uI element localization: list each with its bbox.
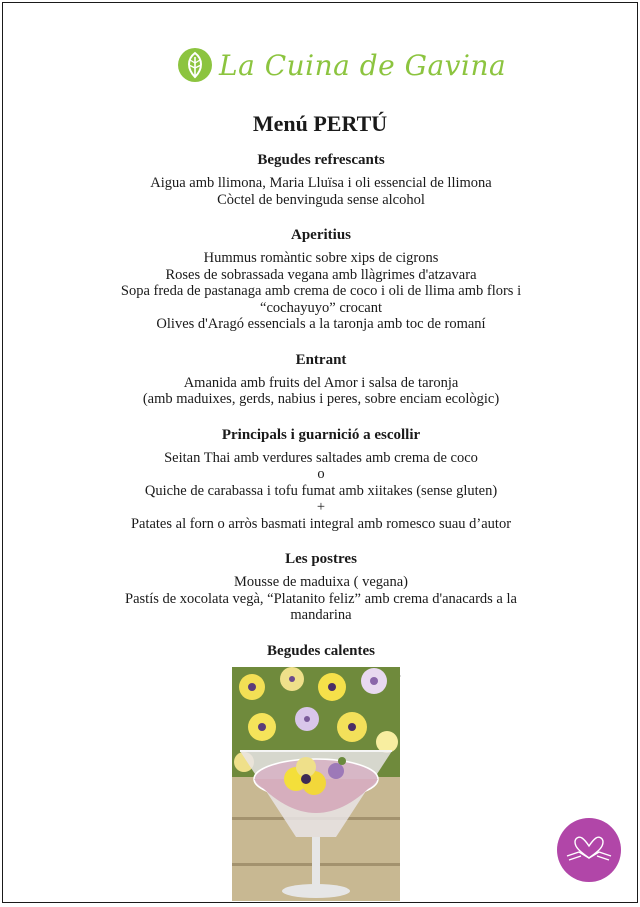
section-begudes-refrescants <box>83 151 559 208</box>
menu-line: mandarina <box>290 607 352 623</box>
header <box>3 47 637 87</box>
menu-line: Patates al forn o arròs basmati integral amb romesco suau d’autor <box>130 515 512 532</box>
menu-line: Olives d'Aragó essencials a la taronja amb toc de romaní <box>156 316 486 332</box>
menu-line: Hummus romàntic sobre xips de cigrons <box>203 250 439 266</box>
menu-title: Menú PERTÚ <box>252 111 388 136</box>
menu-line: Quiche de carabassa i tofu fumat amb xiitakes (sense gluten) <box>144 482 498 499</box>
leaf-logo-icon <box>177 47 213 83</box>
section-heading: Principals i guarnició a escollir <box>221 426 421 443</box>
menu-line: Sopa freda de pastanaga amb crema de coco i oli de llima amb flors i <box>120 283 522 299</box>
heart-hands-badge <box>557 818 621 882</box>
section-heading: Aperitius <box>291 227 351 243</box>
menu-line: Mousse de maduixa ( vegana) <box>234 574 408 590</box>
section-principals <box>83 426 559 533</box>
menu-line: “cochayuyo” crocant <box>260 299 382 316</box>
section-aperitius <box>83 226 559 333</box>
menu-line: Pastís de xocolata vegà, “Platanito feliz” amb crema d'anacards a la <box>125 590 517 607</box>
menu-line: Amanida amb fruits del Amor i salsa de taronja <box>183 374 459 391</box>
section-postres <box>83 550 559 624</box>
menu-line: o <box>317 466 325 482</box>
brand-name: La Cuina de Gavina <box>219 49 507 82</box>
menu-line: Roses de sobrassada vegana amb llàgrimes d'atzavara <box>165 266 477 283</box>
section-heading: Begudes refrescants <box>257 152 385 168</box>
dessert-photo <box>232 667 400 901</box>
section-heading: Begudes calentes <box>267 642 375 659</box>
menu-line: + <box>316 499 326 515</box>
menu-page <box>2 2 638 903</box>
menu-line: Seitan Thai amb verdures saltades amb crema de coco <box>164 449 478 466</box>
menu-sections <box>83 151 559 700</box>
heart-hands-icon <box>557 818 621 882</box>
menu-line: (amb maduixes, gerds, nabius i peres, sobre enciam ecològic) <box>142 391 500 407</box>
dessert-illustration <box>232 667 400 901</box>
menu-line: Còctel de benvinguda sense alcohol <box>217 191 425 208</box>
section-entrant <box>83 351 559 408</box>
section-heading: Les postres <box>285 551 357 567</box>
section-heading: Entrant <box>295 351 347 368</box>
menu-line: Aigua amb llimona, Maria Lluïsa i oli essencial de llimona <box>150 175 492 191</box>
